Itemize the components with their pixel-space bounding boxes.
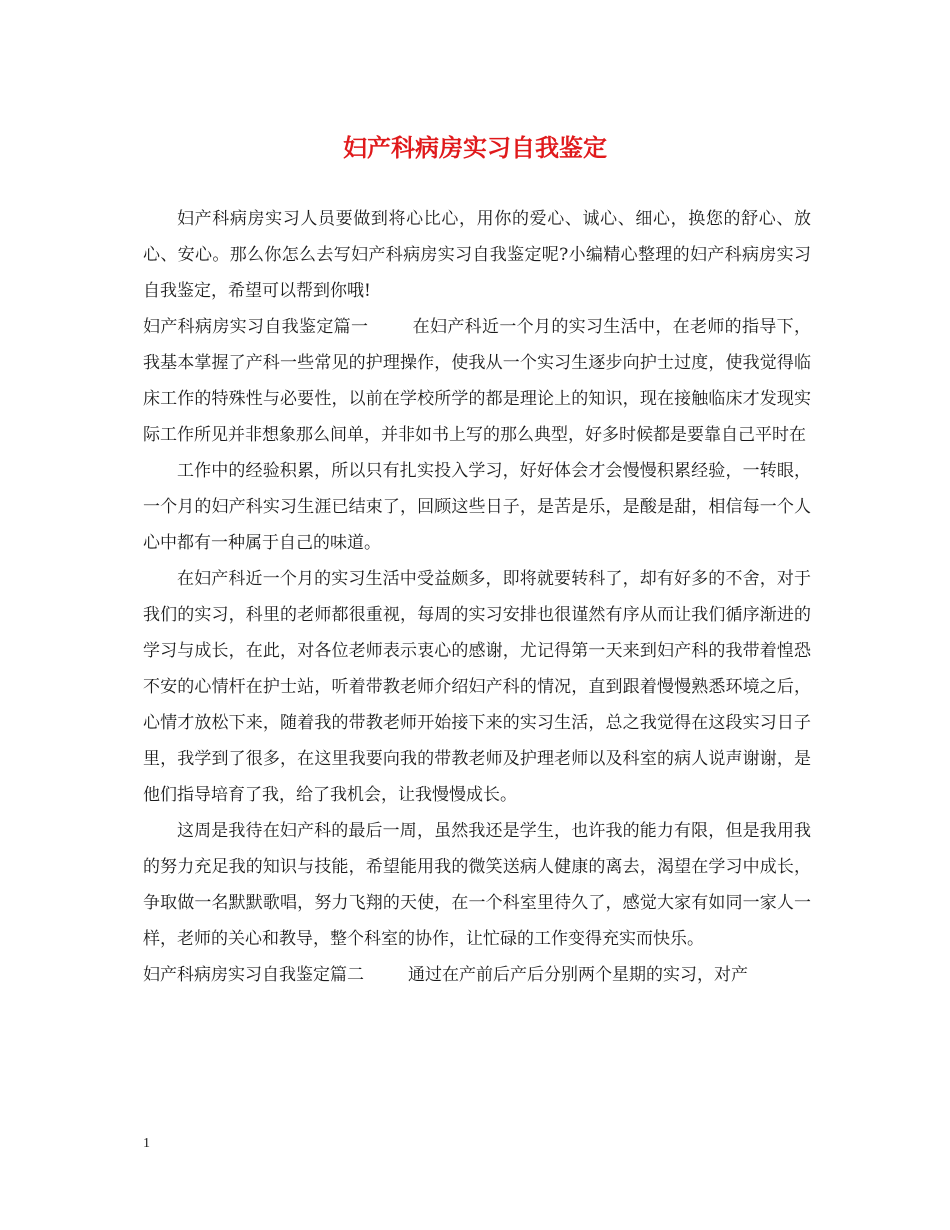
section-two-text: 通过在产前后产后分别两个星期的实习，对产 bbox=[408, 965, 748, 985]
body-paragraph: 在妇产科近一个月的实习生活中受益颇多，即将就要转科了，却有好多的不舍，对于我们的实习，科里的老师都很重视，每周的实习安排也很谨然有序从而让我们循序渐进的学习与成长，在此，对各位老师表示衷心的感谢，尤记得第一天来到妇产科的我带着惶恐不安的心情杆在护士站，听着带教老师介绍妇产科的情况，直到跟着慢慢熟悉环境之后，心情才放松下来，随着我的带教老师开始接下来的实习生活，总之我觉得在这段实习日子里，我学到了很多，在这里我要向我的带教老师及护理老师以及科室的病人说声谢谢，是他们指导培育了我，给了我机会，让我慢慢成长。 bbox=[143, 569, 811, 805]
section-one-text: 在妇产科近一个月的实习生活中，在老师的指导下，我基本掌握了产科一些常见的护理操作，使我从一个实习生逐步向护士过度，使我觉得临床工作的特殊性与必要性，以前在学校所学的都是理论上的知识，现在接触临床才发现实际工作所见并非想象那么间单，并非如书上写的那么典型，好多时候都是要靠自己平时在 bbox=[143, 317, 812, 445]
section-two-heading: 妇产科病房实习自我鉴定篇二 bbox=[143, 965, 364, 985]
section-two-block bbox=[143, 957, 811, 993]
body-paragraph: 工作中的经验积累，所以只有扎实投入学习，好好体会才会慢慢积累经验，一转眼，一个月的妇产科实习生涯已结束了，回顾这些日子，是苦是乐，是酸是甜，相信每一个人心中都有一种属于自己的味道。 bbox=[143, 461, 811, 553]
body-paragraph: 这周是我待在妇产科的最后一周，虽然我还是学生，也许我的能力有限，但是我用我的努力充足我的知识与技能，希望能用我的微笑送病人健康的离去，渴望在学习中成长，争取做一名默默歌唱，努力飞翔的天使，在一个科室里待久了，感觉大家有如同一家人一样，老师的关心和教导，整个科室的协作，让忙碌的工作变得充实而快乐。 bbox=[143, 821, 811, 949]
document-body bbox=[143, 201, 811, 993]
section-one-block bbox=[143, 309, 811, 453]
intro-paragraph: 妇产科病房实习人员要做到将心比心，用你的爱心、诚心、细心，换您的舒心、放心、安心。那么你怎么去写妇产科病房实习自我鉴定呢?小编精心整理的妇产科病房实习自我鉴定，希望可以帮到你哦! bbox=[143, 209, 811, 301]
page-number: 1 bbox=[143, 1136, 150, 1151]
section-one-heading: 妇产科病房实习自我鉴定篇一 bbox=[143, 317, 369, 337]
document-title: 妇产科病房实习自我鉴定 bbox=[343, 133, 607, 162]
